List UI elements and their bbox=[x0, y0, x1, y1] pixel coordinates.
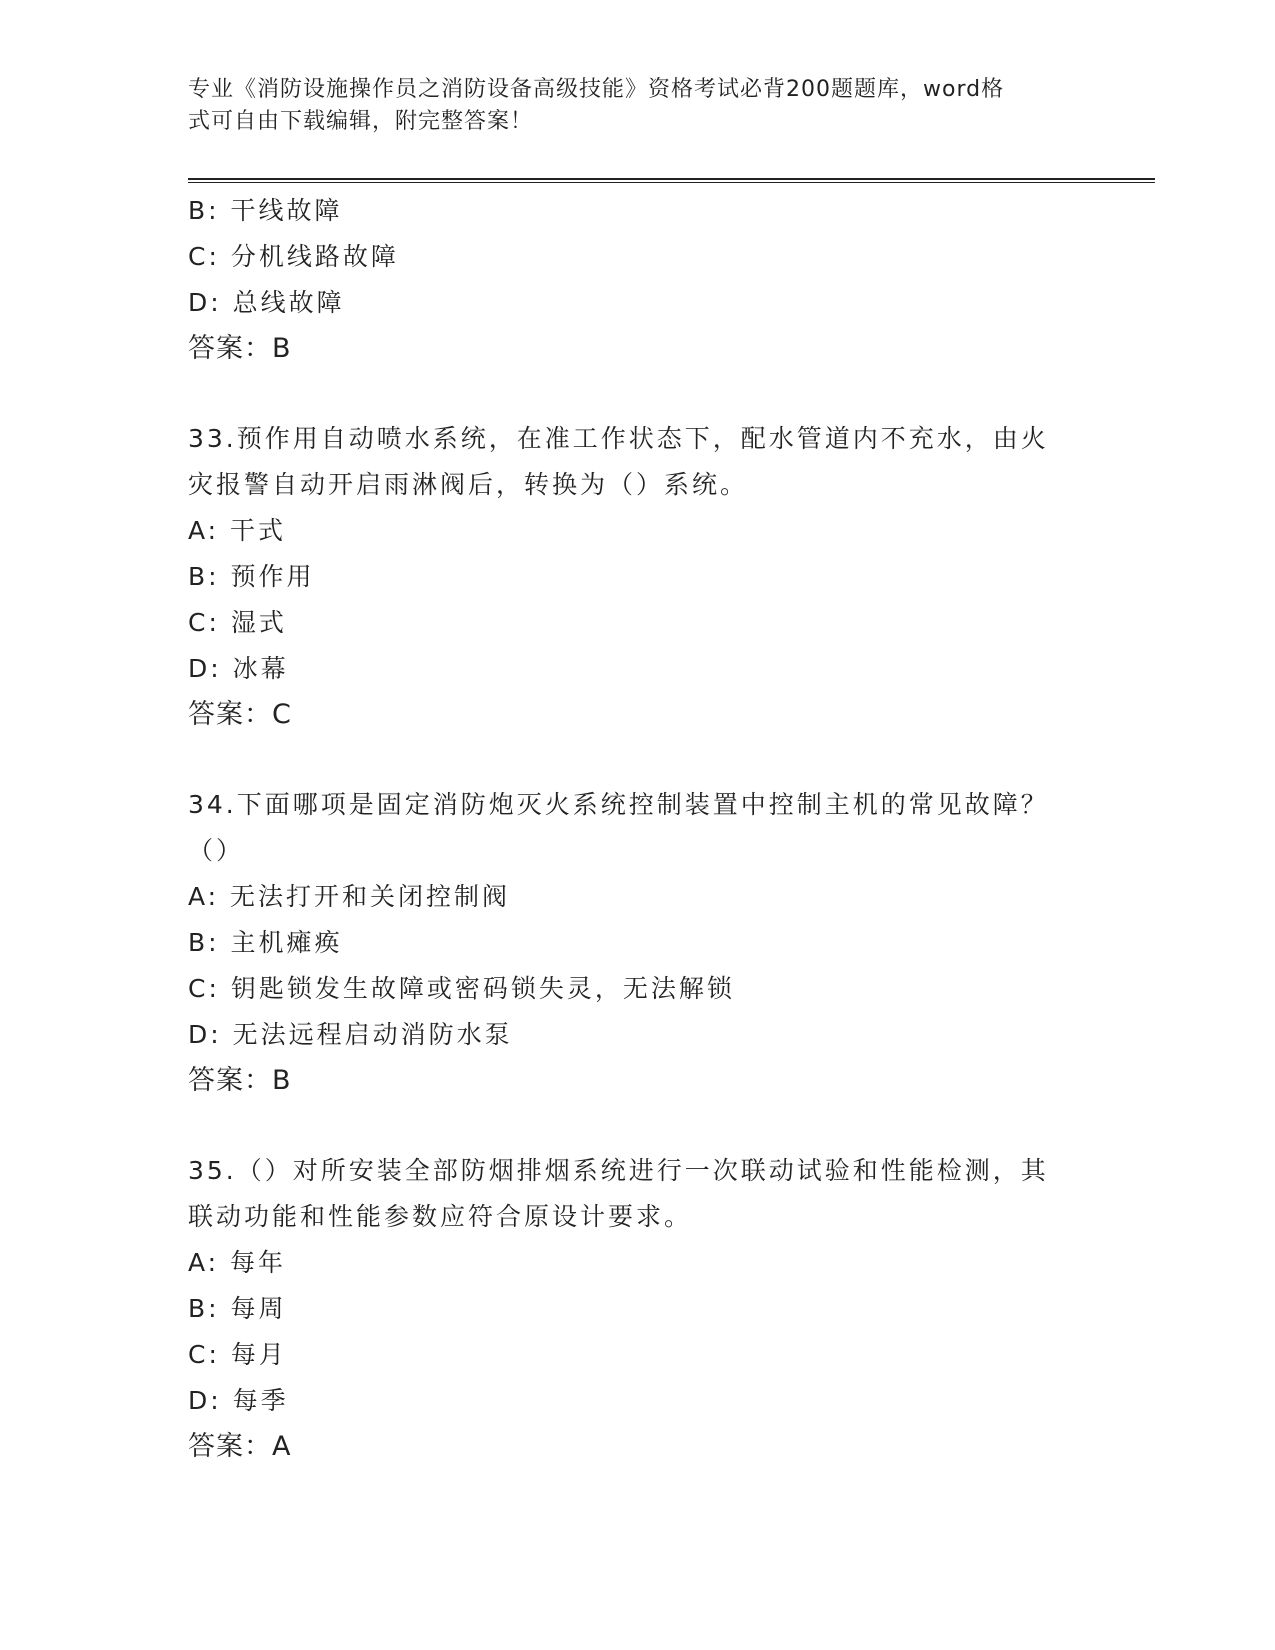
option-c: C: 钥匙锁发生故障或密码锁失灵，无法解锁 bbox=[188, 974, 735, 1003]
question-stem-line: 35.（）对所安装全部防烟排烟系统进行一次联动试验和性能检测，其 bbox=[188, 1156, 1049, 1185]
question-35 bbox=[188, 1148, 1088, 1470]
question-gap bbox=[188, 372, 1088, 416]
document-header bbox=[188, 74, 1068, 138]
question-list bbox=[188, 188, 1088, 1470]
option-a: A: 每年 bbox=[188, 1248, 287, 1277]
question-stem-line: 灾报警自动开启雨淋阀后，转换为（）系统。 bbox=[188, 470, 749, 499]
question-33 bbox=[188, 416, 1088, 738]
answer: 答案：B bbox=[188, 333, 292, 364]
answer: 答案：A bbox=[188, 1431, 292, 1462]
option-c: C: 分机线路故障 bbox=[188, 242, 399, 271]
answer: 答案：C bbox=[188, 699, 292, 730]
header-divider bbox=[188, 178, 1155, 183]
question-stem-line: （） bbox=[188, 836, 245, 865]
option-d: D: 冰幕 bbox=[188, 654, 289, 683]
header-line-1: 专业《消防设施操作员之消防设备高级技能》资格考试必背200题题库，word格 bbox=[188, 77, 1005, 102]
option-d: D: 每季 bbox=[188, 1386, 289, 1415]
option-c: C: 湿式 bbox=[188, 608, 287, 637]
question-stem-line: 33.预作用自动喷水系统，在准工作状态下，配水管道内不充水，由火 bbox=[188, 424, 1049, 453]
option-c: C: 每月 bbox=[188, 1340, 287, 1369]
question-gap bbox=[188, 1104, 1088, 1148]
answer: 答案：B bbox=[188, 1065, 292, 1096]
option-b: B: 每周 bbox=[188, 1294, 287, 1323]
question-34 bbox=[188, 782, 1088, 1104]
option-a: A: 干式 bbox=[188, 516, 287, 545]
option-b: B: 干线故障 bbox=[188, 196, 343, 225]
question-stem-line: 34.下面哪项是固定消防炮灭火系统控制装置中控制主机的常见故障？ bbox=[188, 790, 1049, 819]
header-line-2: 式可自由下载编辑，附完整答案！ bbox=[188, 109, 534, 134]
option-b: B: 主机瘫痪 bbox=[188, 928, 343, 957]
option-d: D: 总线故障 bbox=[188, 288, 345, 317]
question-gap bbox=[188, 738, 1088, 782]
question-32-tail bbox=[188, 188, 1088, 372]
option-b: B: 预作用 bbox=[188, 562, 315, 591]
option-d: D: 无法远程启动消防水泵 bbox=[188, 1020, 513, 1049]
question-stem-line: 联动功能和性能参数应符合原设计要求。 bbox=[188, 1202, 693, 1231]
option-a: A: 无法打开和关闭控制阀 bbox=[188, 882, 511, 911]
